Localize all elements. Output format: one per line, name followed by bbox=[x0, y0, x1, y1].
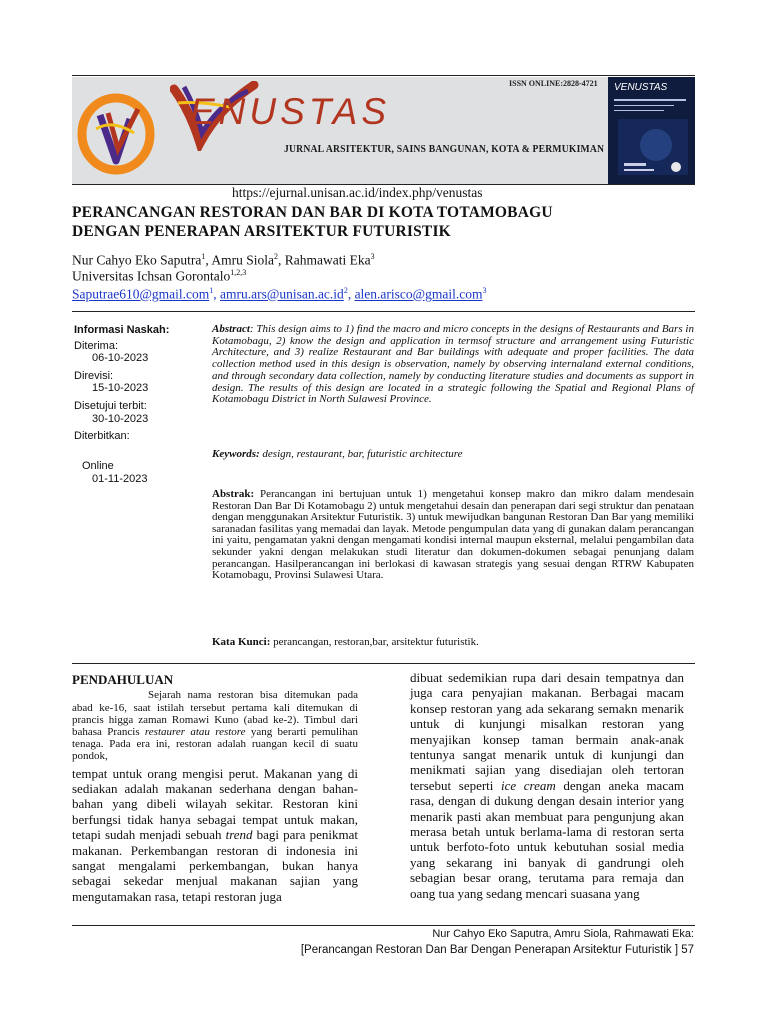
author-1-sup: 1 bbox=[201, 252, 206, 261]
title-line-1: PERANCANGAN RESTORAN DAN BAR DI KOTA TOTAMOBAGU bbox=[72, 204, 553, 221]
accepted-date: 30-10-2023 bbox=[92, 413, 149, 425]
author-emails: Saputrae610@gmail.com$^1$, $amru.ars@unisan.ac.id^2$, alen.arisco@gmail.com$^3$ bbox=[72, 286, 487, 302]
info-heading: Informasi Naskah: bbox=[74, 324, 170, 336]
cover-divider bbox=[614, 105, 674, 106]
received-date: 06-10-2023 bbox=[92, 352, 149, 364]
cover-divider bbox=[614, 99, 686, 101]
paragraph-2 bbox=[72, 766, 358, 905]
revised-date: 15-10-2023 bbox=[92, 382, 149, 394]
journal-cover-image bbox=[608, 77, 695, 184]
abstract-en-text: : This design aims to 1) find the macro and micro concepts in the designs of Restaurants and Bars in Kotamobagu, 2) know the design and application in termsof structure and arrangement using Futuristic Architecture, and 3) realize Restaurant and Bar buildings with adequate and proper facilities. The data collection method used in this design is observation, namely by observing internaland external conditions, and through secondary data collection, namely by conducting literature studies and documents as support in design. The results of this design are located in a strategic following the Spatial and Regional Plans of Kotamobagu District in North Sulawesi Province. bbox=[212, 323, 694, 406]
paragraph-3-text-b: dengan aneka macam rasa, dengan di dukung dengan desain interior yang menarik pasti akan membuat para pengunjung akan merasa betah untuk berlama-lama di restoran serta untuk berfoto-foto untuk kebutuhan sosial media yang sekarang ini banyak di gandrungi oleh sebagian besar orang, terutama para remaja dan oang tua yang sedang mencari suasana yang bbox=[410, 777, 684, 901]
journal-name: ENUSTAS bbox=[190, 91, 391, 132]
footer-rule bbox=[72, 925, 695, 926]
author-3: , Rahmawati Eka bbox=[278, 252, 371, 268]
abstract-id bbox=[212, 489, 694, 582]
email-link-1[interactable]: Saputrae610@gmail.com bbox=[72, 286, 210, 302]
paragraph-1-text-a: Sejarah nama restoran bisa ditemukan pada abad ke-16, saat istilah tersebut pertama kali ditemukan di prancis higga zaman Romawi Kuno (abad ke-2). Timbul dari bahasa Prancis bbox=[72, 689, 358, 739]
paragraph-3 bbox=[410, 670, 684, 901]
top-rule bbox=[72, 75, 695, 76]
keywords-en-label: Keywords: bbox=[212, 448, 260, 460]
issn-label: ISSN ONLINE:2828-4721 bbox=[509, 79, 598, 88]
keywords-en-text: design, restaurant, bar, futuristic architecture bbox=[259, 448, 463, 460]
affiliation-name: Universitas Ichsan Gorontalo bbox=[72, 268, 231, 284]
author-list bbox=[72, 252, 375, 269]
online-date: 01-11-2023 bbox=[92, 473, 148, 485]
email-link-3[interactable]: alen.arisco@gmail.com bbox=[354, 286, 483, 302]
revised-label: Direvisi: bbox=[74, 370, 114, 382]
abstract-en bbox=[212, 324, 694, 406]
email-2-sup: 2 bbox=[343, 286, 348, 295]
article-title bbox=[72, 203, 553, 241]
received-label: Diterima: bbox=[74, 340, 119, 352]
author-3-sup: 3 bbox=[370, 252, 375, 261]
accepted-label: Disetujui terbit: bbox=[74, 400, 147, 412]
header-rule bbox=[72, 311, 695, 312]
author-1: Nur Cahyo Eko Saputra bbox=[72, 252, 202, 268]
paragraph-1-emphasis: restaurer atau restore bbox=[144, 726, 246, 739]
abstract-id-text: Perancangan ini bertujuan untuk 1) mengetahui konsep makro dan mikro dalam mendesain Restoran Dan Bar Di Kotamobagu 2) untuk mengetahui desain dan penerapan dari segi struktur dan penataan dengan menggunakan Arsitektur Futuristik. 3) untuk mewijudkan bangunan Restoran Dan Bar yang memiliki saranadan fasilitas yang memadai dan layak. Metode pengumpulan data yang di gunakan dalam perancangan ini yaitu, pengamatan yakni dengan mengamati kondisi internal maupun eksternal, melalui pengambilan data sekunder yakni dengan melakukan studi literatur dan dokumen-dokumen sebagai penunjang dalam perancangan. Hasilperancangan ini berlokasi di kawasan strategis yang sesuai dengan RTRW Kabupaten Kotamobagu, Provinsi Sulawesi Utara. bbox=[212, 488, 694, 582]
cover-artwork bbox=[618, 119, 688, 175]
footer-authors: Nur Cahyo Eko Saputra, Amru Siola, Rahmawati Eka: bbox=[432, 928, 694, 940]
abstract-bottom-rule bbox=[72, 663, 695, 664]
paragraph-1-text-b: yang berarti pemulihan tenaga. Pada era ini, restoran adalah ruangan kecil di suatu pondok, bbox=[72, 726, 358, 763]
affiliation-sup: 1,2,3 bbox=[230, 268, 247, 277]
keywords-id bbox=[212, 636, 479, 648]
paragraph-2-text-b: bagi para penikmat makanan. Perkembangan restoran di indonesia ini sangat mengalami perkembangan, bukan hanya sebagai sekedar menjual makanan sajian yang mengutamakan rasa, tetapi restoran juga bbox=[72, 827, 358, 904]
paragraph-3-text-a: dibuat sedemikian rupa dari desain tempatnya dan juga cara penyajian makanan. Berbagai macam konsep restoran yang ada sekarang semakn menarik untuk di kunjungi misalkan restoran yang menyajikan konsep taman bermain anak-anak tentunya sangat menarik untuk di kunjungi dan menikmati sajian yang disediajan oleh tertoran tersebut seperti bbox=[410, 670, 684, 793]
title-line-2: DENGAN PENERAPAN ARSITEKTUR FUTURISTIK bbox=[72, 223, 451, 240]
author-2: , Amru Siola bbox=[205, 252, 274, 268]
email-link-2[interactable]: amru.ars@unisan.ac.id bbox=[220, 286, 344, 302]
abstract-en-label: Abstract bbox=[212, 323, 250, 335]
keywords-en bbox=[212, 448, 463, 460]
cover-title: VENUSTAS bbox=[614, 82, 668, 93]
journal-banner bbox=[72, 77, 695, 184]
body-left-column bbox=[72, 672, 358, 904]
abstract-id-label: Abstrak: bbox=[212, 488, 255, 500]
cover-divider bbox=[614, 110, 664, 111]
paragraph-2-emphasis: trend bbox=[225, 827, 253, 843]
online-label: Online bbox=[82, 460, 114, 472]
paragraph-3-emphasis: ice cream bbox=[501, 777, 556, 793]
body-right-column bbox=[410, 670, 684, 901]
keywords-id-label: Kata Kunci: bbox=[212, 636, 271, 648]
email-1-sup: 1 bbox=[209, 286, 214, 295]
footer-running-title: [Perancangan Restoran Dan Bar Dengan Penerapan Arsitektur Futuristik ] 57 bbox=[300, 944, 694, 956]
email-3-sup: 3 bbox=[482, 286, 487, 295]
author-2-sup: 2 bbox=[274, 252, 278, 261]
paragraph-1 bbox=[72, 689, 358, 762]
published-label: Diterbitkan: bbox=[74, 430, 130, 442]
journal-subtitle: JURNAL ARSITEKTUR, SAINS BANGUNAN, KOTA & PERMUKIMAN bbox=[284, 144, 605, 155]
keywords-id-text: perancangan, restoran,bar, arsitektur futuristik. bbox=[270, 636, 479, 648]
venustas-emblem-icon bbox=[72, 89, 160, 179]
affiliation bbox=[72, 268, 246, 285]
journal-url-link[interactable]: https://ejurnal.unisan.ac.id/index.php/venustas bbox=[232, 185, 483, 200]
paragraph-2-text-a: tempat untuk orang mengisi perut. Makanan yang di sediakan adalah makanan sederhana dengan bahan-bahan yang dibeli wilayah sekitar. Restoran kini berfungsi tidak hanya sebagai tempat untuk makan, tetapi sudah menjadi sebuah bbox=[72, 765, 358, 843]
section-heading: PENDAHULUAN bbox=[72, 672, 174, 687]
